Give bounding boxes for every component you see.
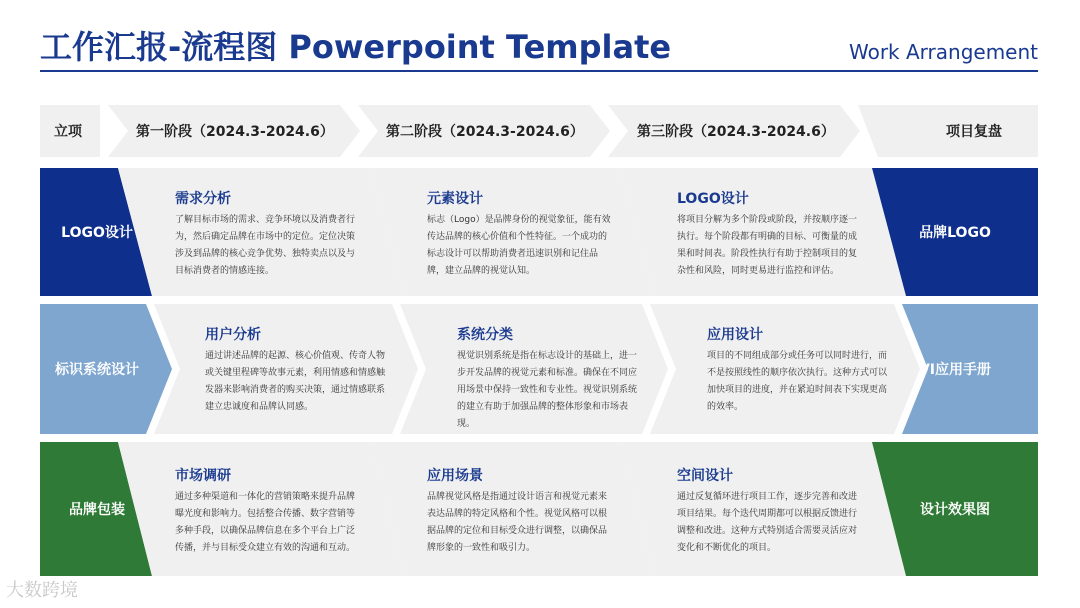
watermark-logo: 大数跨境 xyxy=(6,580,78,601)
cell-body-1-1: 了解目标市场的需求、竞争环境以及消费者行为，然后确定品牌在市场中的定位。定位决策涉及到品牌的核心竞争优势、独特卖点以及与目标消费者的情感连接。 xyxy=(175,215,356,276)
column-header-stage-2: 第二阶段（2024.3-2024.6） xyxy=(386,124,584,140)
row-label-logo-design: LOGO设计 xyxy=(61,225,133,241)
row-end-label-vi-manual: VI应用手册 xyxy=(918,362,992,378)
page-subtitle: Work Arrangement xyxy=(848,40,1038,64)
cell-body-1-2: 标志（Logo）是品牌身份的视觉象征，能有效传达品牌的核心价值和个性特征。一个成功的标志设计可以帮助消费者迅速识别和记住品牌，建立品牌的视觉认知。 xyxy=(427,215,611,276)
cell-body-2-2: 视觉识别系统是指在标志设计的基础上，进一步开发品牌的视觉元素和标准。确保在不同应用场景中保持一致性和专业性。视觉识别系统的建立有助于加强品牌的整体形象和市场表现。 xyxy=(457,351,638,429)
row-end-label-brand-logo: 品牌LOGO xyxy=(919,225,991,241)
column-header-stage-1: 第一阶段（2024.3-2024.6） xyxy=(136,124,334,140)
page-title: 工作汇报-流程图 Powerpoint Template xyxy=(40,28,672,66)
column-header-stage-3: 第三阶段（2024.3-2024.6） xyxy=(637,124,835,140)
cell-title-1-1: 需求分析 xyxy=(175,191,231,207)
cell-body-3-1: 通过多种渠道和一体化的营销策略来提升品牌曝光度和影响力。包括整合传播、数字营销等多种手段，以确保品牌信息在多个平台上广泛传播，并与目标受众建立有效的沟通和互动。 xyxy=(175,492,356,553)
cell-title-2-2: 系统分类 xyxy=(457,327,513,343)
cell-title-3-1: 市场调研 xyxy=(175,468,231,484)
row-label-identity-system: 标识系统设计 xyxy=(55,362,139,378)
column-header-start: 立项 xyxy=(54,124,82,140)
cell-title-1-2: 元素设计 xyxy=(427,191,483,207)
cell-title-3-3: 空间设计 xyxy=(677,468,733,484)
cell-body-2-3: 项目的不同组成部分或任务可以同时进行，而不是按照线性的顺序依次执行。这种方式可以加快项目的进度，并在紧迫时间表下实现更高的效率。 xyxy=(707,351,888,412)
cell-title-1-3: LOGO设计 xyxy=(677,191,749,207)
cell-title-2-1: 用户分析 xyxy=(205,327,261,343)
row-end-label-design-rendering: 设计效果图 xyxy=(920,502,990,518)
cell-body-3-2: 品牌视觉风格是指通过设计语言和视觉元素来表达品牌的特定风格和个性。视觉风格可以根据品牌的定位和目标受众进行调整，以确保品牌形象的一致性和吸引力。 xyxy=(427,492,608,553)
cell-body-3-3: 通过反复循环进行项目工作，逐步完善和改进项目结果。每个迭代周期都可以根据反馈进行调整和改进。这种方式特别适合需要灵活应对变化和不断优化的项目。 xyxy=(677,492,858,553)
cell-body-1-3: 将项目分解为多个阶段或阶段，并按顺序逐一执行。每个阶段都有明确的目标、可衡量的成果和时间表。阶段性执行有助于控制项目的复杂性和风险，同时更易进行监控和评估。 xyxy=(677,215,858,276)
cell-title-3-2: 应用场景 xyxy=(427,468,483,484)
row-label-brand-packaging: 品牌包装 xyxy=(69,502,125,518)
column-header-end: 项目复盘 xyxy=(946,124,1002,140)
cell-title-2-3: 应用设计 xyxy=(707,327,763,343)
cell-body-2-1: 通过讲述品牌的起源、核心价值观、传奇人物或关键里程碑等故事元素，利用情感和情感触发器来影响消费者的购买决策，通过情感联系建立忠诚度和品牌认同感。 xyxy=(205,351,386,412)
